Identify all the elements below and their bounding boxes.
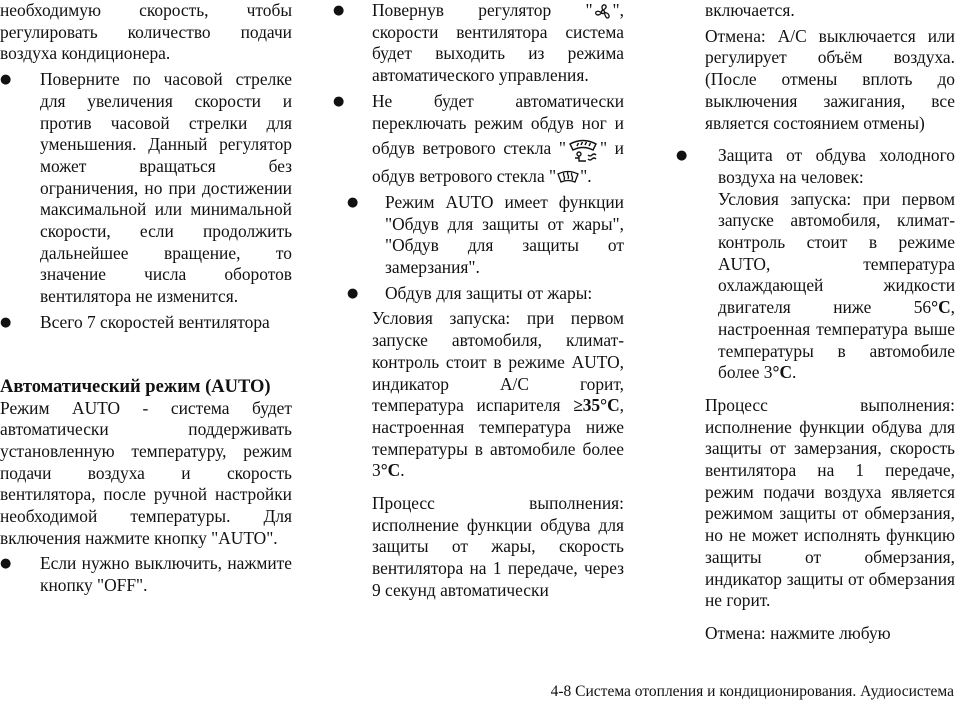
- heat-cond-evap-temp: ≥35°C: [573, 395, 620, 416]
- bullet-heat-protection: ● Обдув для защиты от жары:: [333, 283, 624, 305]
- bullet-auto-functions: ● Режим AUTO имеет функции "Обдув для защиты от жары", "Обдув для защиты от замерзания".: [333, 192, 624, 279]
- cold-cond-e: .: [792, 362, 797, 383]
- bullet-off: ● Если нужно выключить, нажмите кнопку "OFF".: [0, 553, 292, 596]
- heat-cond-e: .: [400, 460, 405, 481]
- foot-windshield-icon: [566, 134, 600, 166]
- cold-cond-deg2: °C: [772, 362, 792, 383]
- noswitch-text-post: ".: [580, 166, 592, 187]
- cold-cond-c: , настроенная температура выше температуры в автомобиле более 3: [718, 297, 955, 383]
- bullet-cold-protection: ● Защита от обдува холодного воздуха на человек:: [676, 145, 955, 188]
- auto-description: Режим AUTO - система будет автоматически поддерживать установленную температуру, режим подачи воздуха и скорость вентилятора, после ручной настройки необходимой температуры. Для включения нажмите кнопку "AUTO".: [0, 397, 292, 548]
- fan-text-post: ", скорости вентилятора система будет выходить из режима автоматического управления.: [372, 0, 624, 86]
- bullet-rotate: ● Поверните по часовой стрелке для увеличения скорости и против часовой стрелки для уменьшения. Данный регулятор может вращаться без ограничения, но при достижении максимальной или минимальной скорости, если продолжить дальнейшее вращение, то значение числа оборотов вентилятора не изменится.: [0, 69, 292, 308]
- column-right: [676, 0, 955, 645]
- fan-text-pre: Повернув регулятор ": [372, 0, 593, 20]
- heat-process: Процесс выполнения: исполнение функции обдува для защиты от жары, скорость вентилятора на 1 передаче, через 9 секунд автоматически: [372, 493, 624, 600]
- cold-cond-deg1: °C: [931, 297, 951, 318]
- section-heading: Автоматический режим (AUTO): [0, 376, 271, 397]
- heat-conditions: [333, 308, 624, 482]
- heat-cond-a: Условия запуска: при первом запуске автомобиля, климат-контроль стоит в режиме AUTO, индикатор A/C горит, температура испарителя: [372, 308, 624, 416]
- cancel-any: Отмена: нажмите любую: [705, 622, 891, 643]
- page-footer: 4-8 Система отопления и кондиционирования. Аудиосистема: [550, 683, 954, 700]
- bullet-fan-regulator: [333, 0, 624, 87]
- column-middle: [333, 0, 624, 602]
- noswitch-text-mid: " и обдув ветрового стекла ": [372, 138, 624, 187]
- cold-process: Процесс выполнения: исполнение функции обдува для защиты от замерзания, скорость вентилятора на 1 передаче, режим подачи воздуха является режимом защиты от обмерзания, но не может исполнять функцию защиты от обмерзания, индикатор защиты от обмерзания не горит.: [705, 394, 955, 611]
- cold-conditions: [676, 189, 955, 384]
- noswitch-text-pre: Не будет автоматически переключать режим обдув ног и обдув ветрового стекла ": [372, 90, 624, 159]
- heat-cond-deg: °C: [380, 460, 401, 481]
- cold-cond-a: Условия запуска: при первом запуске автомобиля, климат-контроль стоит в режиме AUTO, температура охлаждающей жидкости двигателя ниже 56: [718, 188, 955, 318]
- windshield-defrost-icon: [556, 169, 580, 187]
- continued-text: включается.: [705, 0, 795, 20]
- heat-cond-c: , настроенная температура ниже температуры в автомобиле более 3: [372, 395, 624, 481]
- fan-icon: [593, 3, 613, 21]
- cancel-text: Отмена: A/C выключается или регулирует объём воздуха. (После отмены вплоть до выключения зажигания, все является состоянием отмены): [705, 25, 955, 133]
- bullet-no-switch: [333, 91, 624, 188]
- intro-text: необходимую скорость, чтобы регулировать количество подачи воздуха кондиционера.: [0, 0, 292, 64]
- bullet-speeds: ● Всего 7 скоростей вентилятора: [0, 312, 292, 334]
- column-left: [0, 0, 292, 597]
